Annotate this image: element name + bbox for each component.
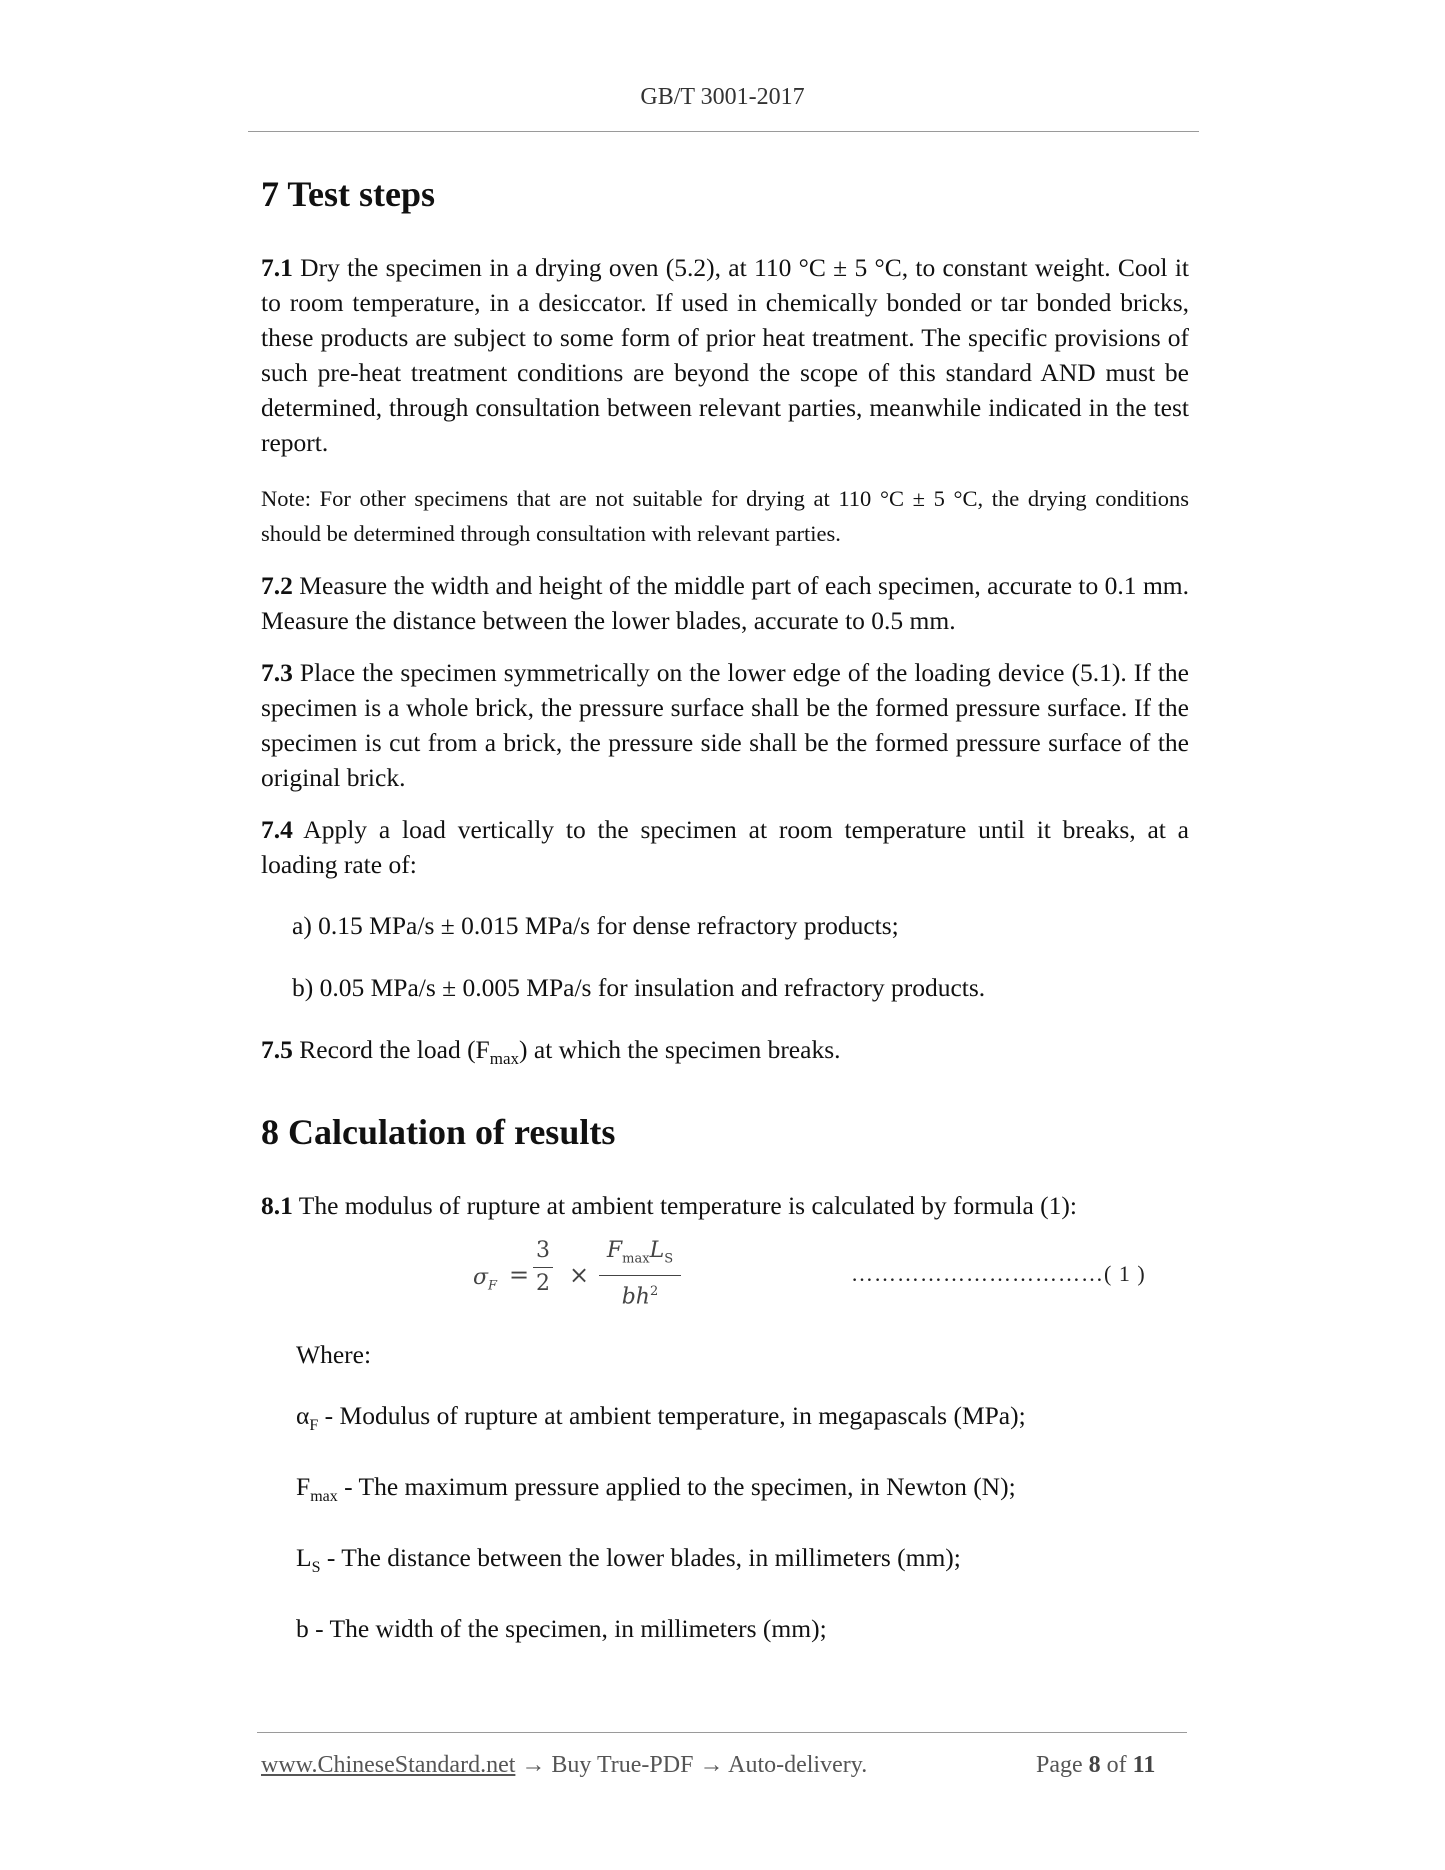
list-item-a: a) 0.15 MPa/s ± 0.015 MPa/s for dense refractory products;: [292, 911, 899, 940]
footer-divider: [257, 1732, 1187, 1733]
variable-ls: $L_S$ - The distance between the lower blades, in millimeters (mm);: [296, 1543, 961, 1577]
paragraph-text: Dry the specimen in a drying oven (5.2), at 110 °C ± 5 °C, to constant weight. Cool it to room temperature, in a desiccator. If used in chemically bonded or tar bonded bricks, these products are subject to some form of prior heat treatment. The specific provisions of such pre-heat treatment conditions are beyond the scope of this standard AND must be determined, through consultation between relevant parties, meanwhile indicated in the test report.: [261, 253, 1189, 457]
subscript-max: max: [489, 1049, 520, 1069]
formula-equals: =: [509, 1261, 530, 1290]
formula-1: [261, 1237, 1189, 1317]
paragraph-text: The modulus of rupture at ambient temperature is calculated by formula (1):: [292, 1191, 1077, 1221]
header-divider: [248, 131, 1199, 132]
paragraph-7-5: [261, 1032, 1189, 1076]
note-paragraph: Note: For other specimens that are not suitable for drying at 110 °C ± 5 °C, the drying conditions should be determined through consultation with relevant parties.: [261, 486, 1189, 546]
paragraph-7-3: [261, 655, 1189, 795]
clause-number: 7.4: [261, 815, 293, 844]
paragraph-7-4: [261, 812, 1189, 882]
where-label: Where:: [296, 1340, 372, 1370]
variable-b: b - The width of the specimen, in millimeters (mm);: [296, 1614, 827, 1644]
document-body: [261, 170, 1189, 1656]
section-7-heading: 7 Test steps: [261, 174, 436, 214]
formula-number: ……………………………( 1 ): [851, 1261, 1146, 1287]
footer-promo: [261, 1752, 867, 1779]
page-header-title: GB/T 3001-2017: [640, 84, 805, 110]
paragraph-text: Measure the width and height of the middle part of each specimen, accurate to 0.1 mm. Measure the distance between the lower blades, accurate to 0.5 mm.: [261, 571, 1189, 635]
paragraph-text-end: ) at which the specimen breaks.: [519, 1035, 841, 1064]
paragraph-text: Place the specimen symmetrically on the lower edge of the loading device (5.1). If the specimen is a whole brick, the pressure surface shall be the formed pressure surface. If the specimen is cut from a brick, the pressure side shall be the formed pressure surface of the original brick.: [261, 658, 1189, 792]
variable-fmax: $F_{max}$ - The maximum pressure applied to the specimen, in Newton (N);: [296, 1472, 1016, 1506]
paragraph-8-1: [261, 1188, 1189, 1223]
formula-times: ×: [569, 1261, 590, 1290]
fraction-three-halves: 3 2: [533, 1237, 553, 1298]
footer-promo-text: → Buy True-PDF → Auto-delivery.: [515, 1752, 868, 1778]
list-item-b: b) 0.05 MPa/s ± 0.005 MPa/s for insulation and refractory products.: [292, 973, 986, 1002]
paragraph-7-2: [261, 568, 1189, 638]
fraction-load-span: $F_{max}L_S$ $bh^2$: [599, 1237, 681, 1312]
section-8-heading: 8 Calculation of results: [261, 1112, 616, 1153]
clause-number: 7.3: [261, 658, 293, 687]
current-page: 8: [1088, 1752, 1101, 1778]
clause-number: 7.2: [261, 571, 293, 600]
total-pages: 11: [1132, 1752, 1156, 1778]
page-indicator: Page 8 of 11: [1036, 1752, 1156, 1778]
clause-number: 7.5: [261, 1035, 293, 1064]
clause-number: 8.1: [261, 1191, 293, 1221]
variable-sigma-f: $\alpha_F$ - Modulus of rupture at ambient temperature, in megapascals (MPa);: [296, 1401, 1026, 1435]
chinesestandard-link[interactable]: www.ChineseStandard.net: [261, 1752, 516, 1778]
clause-number: 7.1: [261, 253, 293, 282]
paragraph-text: Apply a load vertically to the specimen at room temperature until it breaks, at a loading rate of:: [261, 815, 1189, 879]
paragraph-7-1: [261, 250, 1189, 460]
paragraph-text: Record the load (F: [292, 1035, 490, 1064]
formula-lhs: $\sigma_F$: [473, 1265, 498, 1294]
